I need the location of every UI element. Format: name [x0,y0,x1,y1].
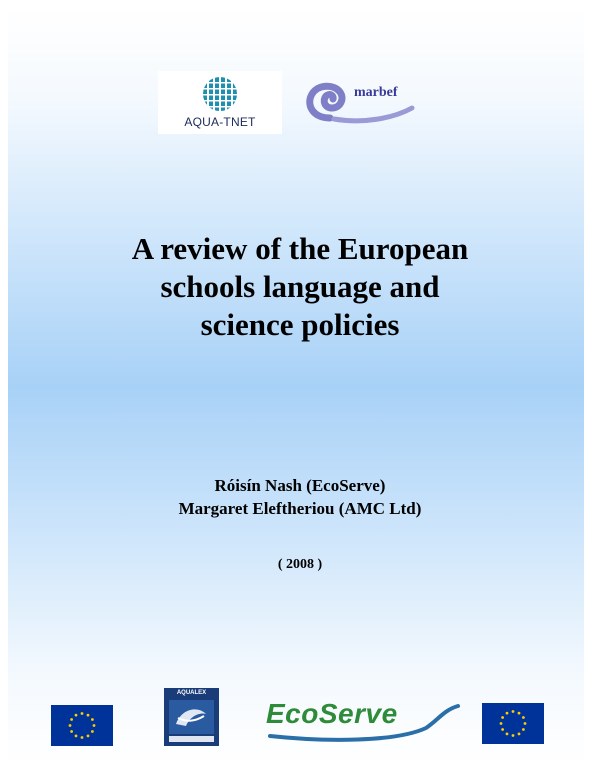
swoosh-icon [266,698,461,744]
marbef-label: marbef [354,85,398,100]
ecoserve-label: EcoServe [266,698,398,729]
aqualex-logo [164,688,219,746]
eu-flag-left [51,705,113,746]
authors [80,474,520,520]
aquatnet-label: AQUA-TNET [184,115,256,129]
title-line: A review of the European [131,231,469,266]
document-title [80,230,520,344]
author-line: Róisín Nash (EcoServe) [214,476,386,495]
ecoserve-logo [266,698,461,744]
cover-page [8,8,584,766]
globe-icon [198,75,242,113]
marbef-logo [304,78,424,126]
eu-stars-icon [482,703,544,744]
title-line: schools language and [160,269,440,304]
fish-icon [164,688,219,746]
aqualex-label: AQUALEX [176,690,207,696]
author-line: Margaret Eleftheriou (AMC Ltd) [178,499,422,518]
title-line: science policies [200,307,400,342]
aquatnet-logo [158,71,282,134]
eu-flag-right [482,703,544,744]
publication-year: ( 2008 ) [277,557,323,572]
eu-stars-icon [51,705,113,746]
